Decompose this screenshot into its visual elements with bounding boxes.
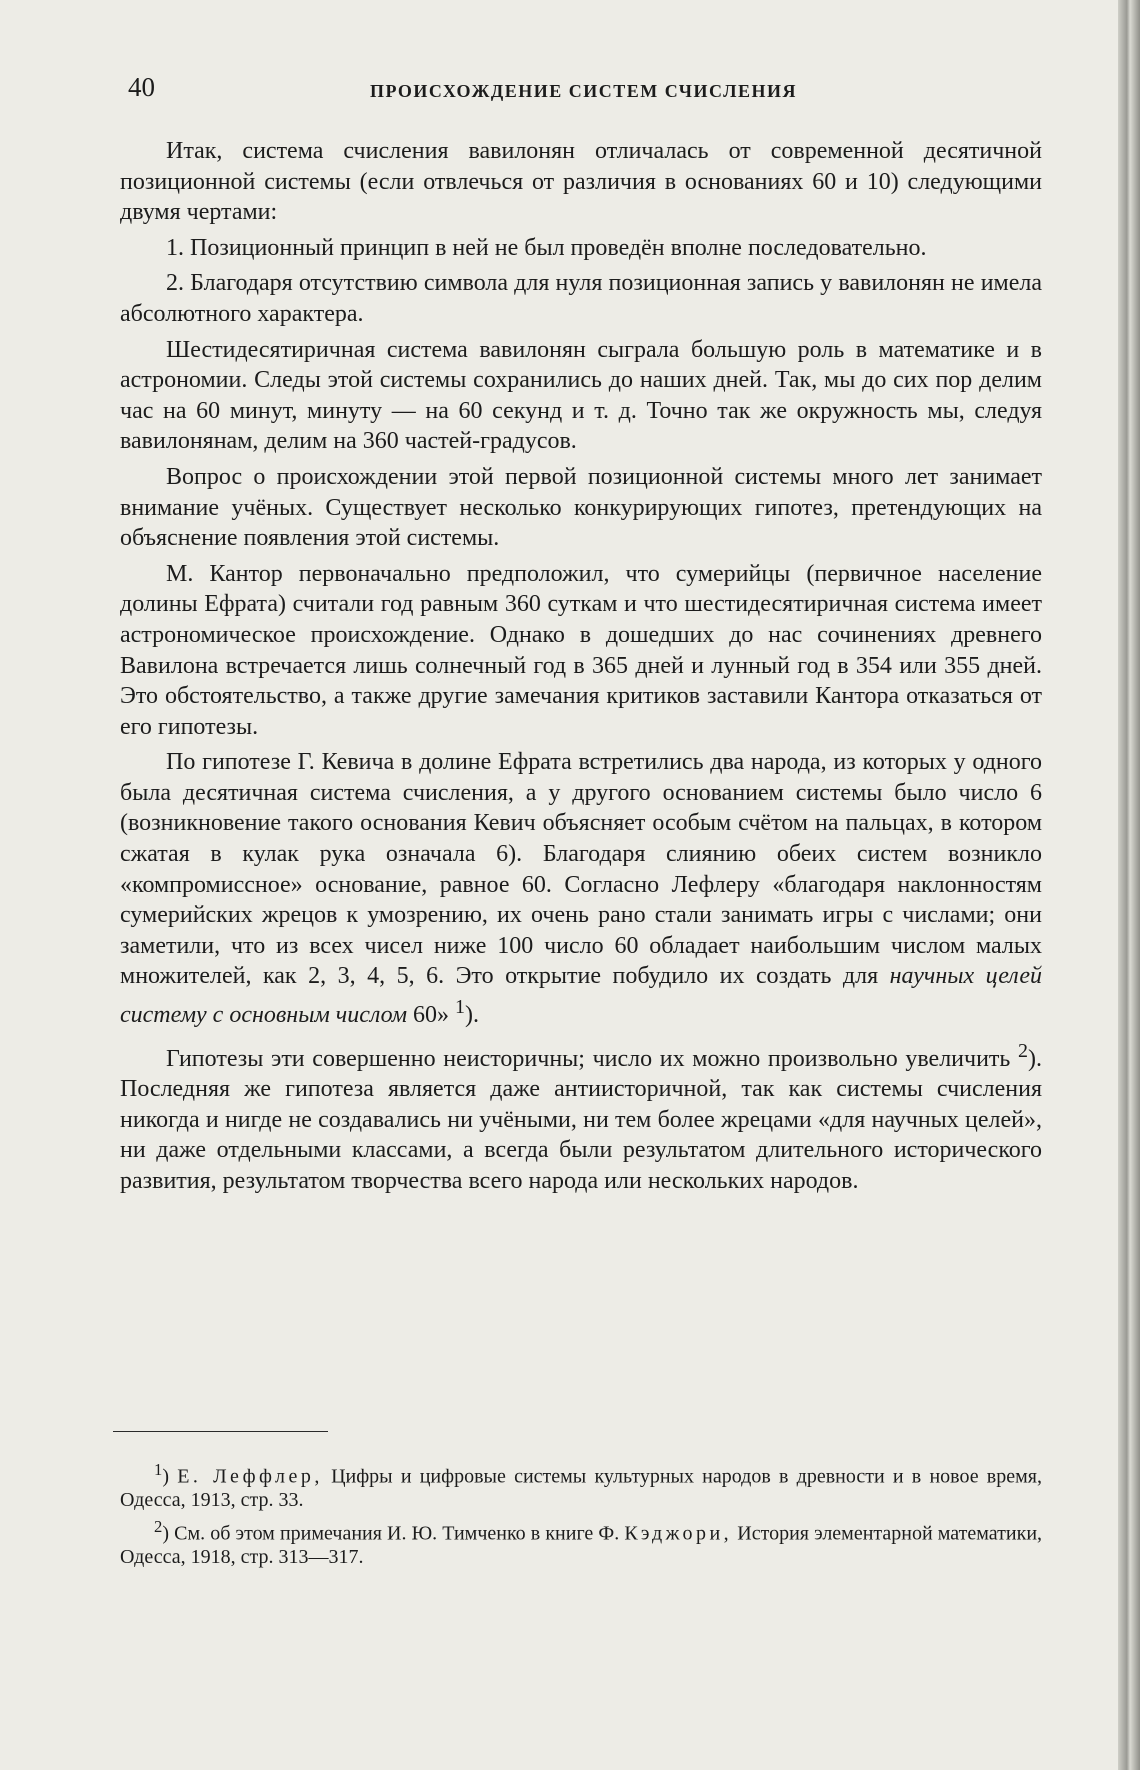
running-title: ПРОИСХОЖДЕНИЕ СИСТЕМ СЧИСЛЕНИЯ [370, 81, 797, 101]
paragraph-3: 2. Благодаря отсутствию символа для нуля позиционная запись у вавилонян не имела абсолютного характера. [120, 270, 1042, 327]
main-text [120, 136, 1042, 1202]
paragraph-7 [120, 747, 1042, 1030]
footnote-ref-2[interactable]: 2 [1018, 1039, 1028, 1062]
footnote-marker-2: 2 [154, 1516, 163, 1536]
footnote-2-author: Кэджори, [624, 1522, 733, 1545]
paragraph-1: Итак, система счисления вавилонян отличалась от современной десятичной позиционной системы (если отвлечься от различия в основаниях 60 и 10) следующими двумя чертами: [120, 138, 1042, 226]
paragraph-7-end: 60» [413, 1002, 450, 1029]
footnotes [120, 1458, 1042, 1571]
paragraph-7-close: ). [465, 1002, 480, 1029]
paragraph-5: Вопрос о происхождении этой первой позиционной системы много лет занимает внимание учёных. Существует несколько конкурирующих гипотез, претендующих на объяснение появления этой системы. [120, 463, 1042, 552]
footnote-marker-1: 1 [154, 1460, 163, 1479]
footnote-1-author: Е. Леффлер, [177, 1465, 323, 1488]
paragraph-8-start: Гипотезы эти совершенно неисторичны; число их можно произвольно увеличить [166, 1045, 1011, 1072]
page-number: 40 [128, 72, 155, 102]
footnote-1-text: Цифры и цифровые системы культурных народов в древности и в новое время, Одесса, 1913, стр. 33. [120, 1465, 1042, 1512]
footnote-ref-1[interactable]: 1 [455, 996, 466, 1019]
paragraph-8 [120, 1036, 1042, 1197]
footnote-2-text-start: См. об этом примечания И. Ю. Тимченко в книге Ф. [174, 1522, 620, 1545]
paragraph-4: Шестидесятиричная система вавилонян сыграла большую роль в математике и в астрономии. Следы этой системы сохранились до наших дней. Так, мы до сих пор делим час на 60 минут, минуту — на 60 секунд и т. д. Точно так же окружность мы, следуя вавилонянам, делим на 360 частей-градусов. [120, 336, 1042, 455]
footnote-divider [113, 1431, 328, 1432]
paragraph-6: М. Кантор первоначально предположил, что сумерийцы (первичное население долины Ефрата) считали год равным 360 суткам и что шестидесятиричная система имеет астрономическое происхождение. Однако в дошедших до нас сочинениях древнего Вавилона встречается лишь солнечный год в 365 дней и лунный год в 354 или 355 дней. Это обстоятельство, а также другие замечания критиков заставили Кантора отказаться от его гипотезы. [120, 560, 1042, 740]
footnote-2-text-end: История элементарной математики, Одесса, 1918, стр. 313—317. [120, 1522, 1043, 1568]
paragraph-2: 1. Позиционный принцип в ней не был проведён вполне последовательно. [166, 234, 927, 261]
paragraph-7-text: По гипотезе Г. Кевича в долине Ефрата встретились два народа, из которых у одного была десятичная система счисления, а у другого основанием системы было число 6 (возникновение такого основания Кевич объясняет особым счётом на пальцах, в котором сжатая в кулак рука означала 6). Благодаря слиянию обеих систем возникло «компромиссное» основание, равное 60. Согласно Лефлеру «благодаря наклонностям сумерийских жрецов к умозрению, их очень рано стали занимать игры с числами; они заметили, что из всех чисел ниже 100 число 60 обладает наибольшим числом малых множителей, как 2, 3, 4, 5, 6. Это открытие побудило их создать для [120, 749, 1042, 990]
footnote-2: $^2$) См. об этом примечания И. Ю. Тимченко в книге Ф. Кэджори, История элементарной математики, Одесса, 1918, стр. 313—317. [120, 1516, 1043, 1568]
footnote-1: $^1$) Е. Леффлер, Цифры и цифровые системы культурных народов в древности и в новое время, Одесса, 1913, стр. 33. [120, 1460, 1042, 1512]
paragraph-7-italic: научных целей систему с основным числом [120, 963, 1042, 1029]
paragraph-8-rest: ). Последняя же гипотеза является даже антиисторичной, так как системы счисления никогда и нигде не создавались ни учёными, ни тем более жрецами «для научных целей», ни даже отдельными классами, а всегда были результатом длительного исторического развития, результатом творчества всего народа или нескольких народов. [120, 1045, 1042, 1194]
page-edge-shadow [1118, 0, 1140, 1770]
